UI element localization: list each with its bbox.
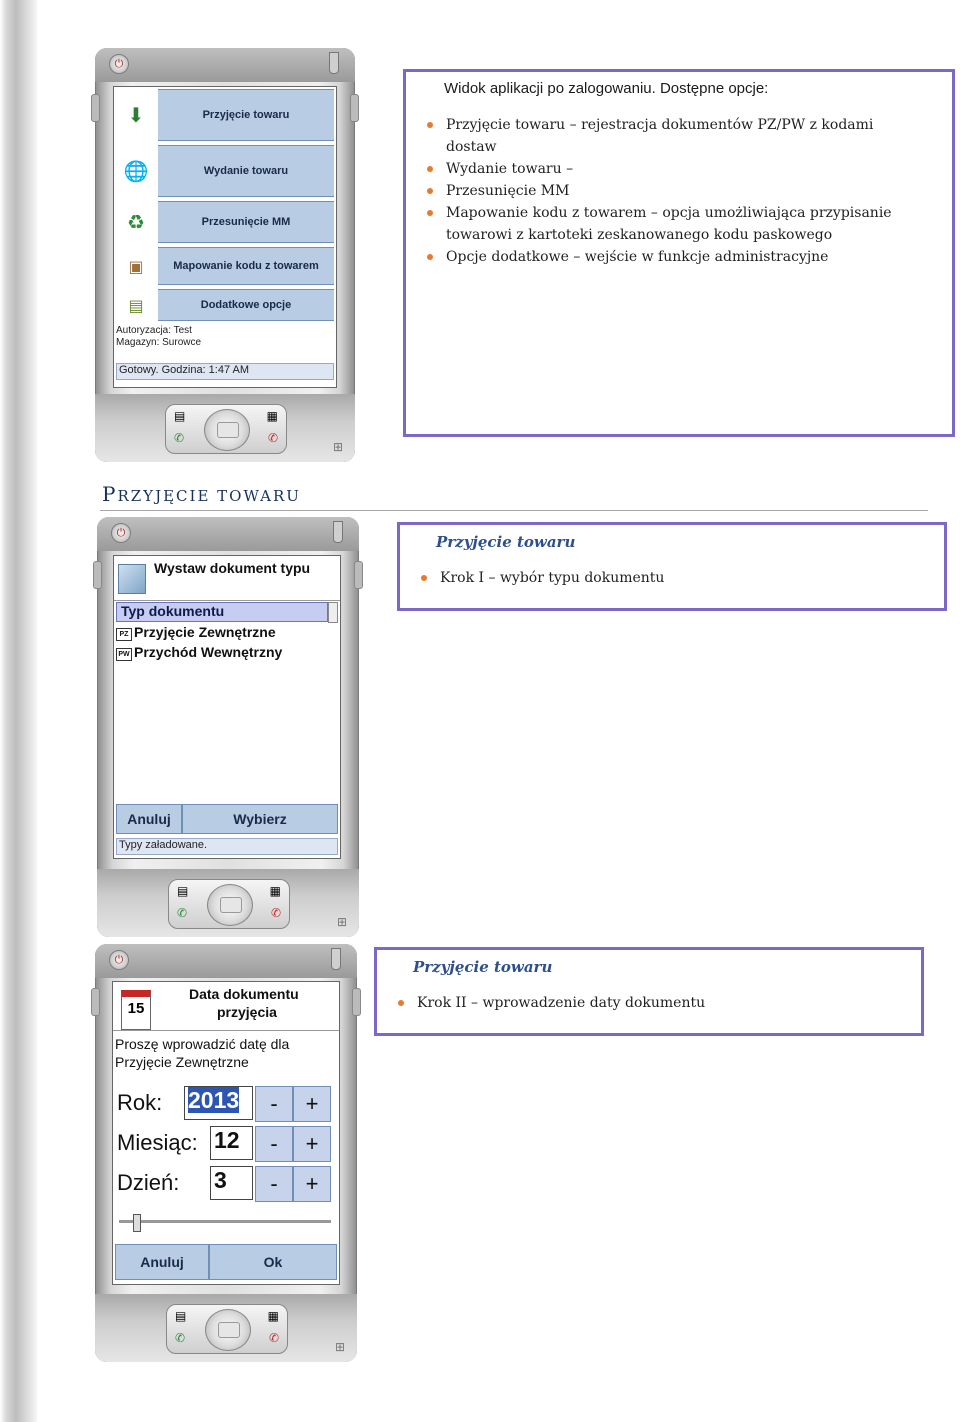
- list-item: Przesunięcie MM: [423, 180, 903, 202]
- menu-item-przesuniecie[interactable]: [116, 199, 334, 246]
- bullet-icon: [427, 188, 433, 194]
- side-button[interactable]: [354, 561, 363, 589]
- menu-item-label: Przyjęcie towaru: [158, 89, 334, 141]
- auth-line: Autoryzacja: Test: [116, 325, 192, 336]
- options-list: [423, 114, 903, 268]
- list-item: Krok II – wprowadzenie daty dokumentu: [394, 992, 705, 1014]
- side-button[interactable]: [350, 94, 359, 122]
- dpad[interactable]: [205, 1309, 251, 1351]
- bullet-icon: [427, 122, 433, 128]
- step1-box: [397, 522, 947, 611]
- description-lead: Widok aplikacji po zalogowaniu. Dostępne opcje:: [444, 80, 769, 97]
- bullet-icon: [427, 166, 433, 172]
- day-increment-button[interactable]: +: [293, 1166, 331, 1202]
- device-bottom-bezel: [95, 1294, 357, 1362]
- day-label: Dzień:: [117, 1170, 180, 1195]
- step2-title: Przyjęcie towaru: [413, 958, 553, 976]
- call-icon[interactable]: ✆: [174, 431, 185, 445]
- month-increment-button[interactable]: +: [293, 1126, 331, 1162]
- phone-screen: [112, 981, 340, 1285]
- windows-logo-icon: ⊞: [332, 440, 343, 454]
- prompt-line2: Przyjęcie Zewnętrzne: [115, 1054, 249, 1070]
- cancel-button[interactable]: Anuluj: [116, 804, 182, 834]
- contacts-icon[interactable]: ▤: [177, 884, 189, 898]
- hangup-icon[interactable]: ✆: [268, 1331, 279, 1345]
- phone-screen: [113, 555, 341, 859]
- description-box: [403, 69, 955, 437]
- status-bar: Typy załadowane.: [116, 838, 338, 855]
- device-bottom-bezel: [97, 869, 359, 937]
- month-label: Miesiąc:: [117, 1130, 198, 1155]
- screen-header: Wystaw dokument typu: [154, 560, 311, 576]
- side-button[interactable]: [93, 561, 102, 589]
- grid-icon[interactable]: ▦: [266, 409, 278, 423]
- list-header: Typ dokumentu: [116, 602, 328, 622]
- day-decrement-button[interactable]: -: [255, 1166, 293, 1202]
- menu-item-mapowanie[interactable]: [116, 245, 334, 288]
- year-label: Rok:: [117, 1090, 163, 1115]
- keypad: [168, 879, 290, 929]
- bullet-icon: [398, 1000, 404, 1006]
- warehouse-line: Magazyn: Surowce: [116, 337, 202, 348]
- list-scrollbar[interactable]: [328, 602, 338, 623]
- power-icon[interactable]: ⏻: [111, 523, 131, 543]
- grid-icon[interactable]: ▦: [267, 1309, 279, 1323]
- select-button[interactable]: Wybierz: [182, 804, 338, 834]
- phone-device-date: [95, 944, 357, 1362]
- list-item: Wydanie towaru –: [423, 158, 903, 180]
- windows-logo-icon: ⊞: [336, 915, 347, 929]
- menu-item-label: Wydanie towaru: [158, 145, 334, 197]
- section-heading: PRZYJĘCIE TOWARU: [102, 482, 301, 506]
- grid-icon[interactable]: ▦: [269, 884, 281, 898]
- document-icon: ▤: [116, 287, 156, 323]
- section-divider: [100, 510, 928, 511]
- keypad: [166, 1304, 288, 1354]
- bullet-icon: [427, 254, 433, 260]
- day-slider[interactable]: [119, 1212, 331, 1232]
- list-item: Przyjęcie towaru – rejestracja dokumentów PZ/PW z kodami dostaw: [423, 114, 903, 158]
- bullet-icon: [421, 575, 427, 581]
- menu-item-label: Przesunięcie MM: [158, 201, 334, 243]
- device-top-bezel: [95, 944, 357, 978]
- menu-item-dodatkowe[interactable]: [116, 287, 334, 324]
- contacts-icon[interactable]: ▤: [175, 1309, 187, 1323]
- contacts-icon[interactable]: ▤: [174, 409, 186, 423]
- step2-list: [394, 992, 705, 1014]
- hangup-icon[interactable]: ✆: [270, 906, 281, 920]
- slider-thumb[interactable]: [133, 1214, 141, 1232]
- month-decrement-button[interactable]: -: [255, 1126, 293, 1162]
- step1-title: Przyjęcie towaru: [436, 533, 576, 551]
- stylus-slot-icon: [329, 52, 339, 74]
- header-divider: [113, 1030, 339, 1031]
- recycle-icon: ♻: [116, 199, 156, 245]
- hangup-icon[interactable]: ✆: [267, 431, 278, 445]
- ok-button[interactable]: Ok: [209, 1244, 337, 1280]
- power-icon[interactable]: ⏻: [109, 950, 129, 970]
- globe-arrow-icon: 🌐: [116, 143, 156, 199]
- status-bar: Gotowy. Godzina: 1:47 AM: [116, 363, 334, 380]
- menu-item-label: Mapowanie kodu z towarem: [158, 247, 334, 285]
- list-item-pw[interactable]: PW Przychód Wewnętrzny: [116, 644, 282, 661]
- dpad[interactable]: [207, 884, 253, 926]
- stylus-slot-icon: [333, 521, 343, 543]
- bullet-icon: [427, 210, 433, 216]
- screen-header-line2: przyjęcia: [217, 1004, 277, 1020]
- box-document-icon: ▣: [116, 245, 156, 287]
- dpad[interactable]: [204, 409, 250, 451]
- side-button[interactable]: [91, 988, 100, 1016]
- power-icon[interactable]: ⏻: [109, 54, 129, 74]
- header-divider: [114, 600, 340, 601]
- phone-device-menu: [95, 48, 355, 462]
- slider-track: [119, 1220, 331, 1224]
- device-top-bezel: [97, 517, 359, 551]
- list-item: Opcje dodatkowe – wejście w funkcje administracyjne: [423, 246, 903, 268]
- step2-box: [374, 947, 924, 1036]
- device-top-bezel: [95, 48, 355, 82]
- dpad-center-button[interactable]: [217, 422, 239, 438]
- year-increment-button[interactable]: +: [293, 1086, 331, 1122]
- windows-logo-icon: ⊞: [334, 1340, 345, 1354]
- download-arrow-icon: ⬇: [116, 87, 156, 143]
- keypad: [165, 404, 287, 454]
- cancel-button[interactable]: Anuluj: [115, 1244, 209, 1280]
- screen-header-line1: Data dokumentu: [189, 986, 299, 1002]
- phone-device-doc-type: [97, 517, 359, 937]
- dpad-center-button[interactable]: [220, 897, 242, 913]
- phone-screen: [113, 86, 337, 388]
- day-input[interactable]: 3: [210, 1166, 253, 1200]
- call-icon[interactable]: ✆: [175, 1331, 186, 1345]
- menu-item-wydanie[interactable]: [116, 143, 334, 200]
- calendar-icon: 15: [121, 990, 151, 1030]
- side-button[interactable]: [352, 988, 361, 1016]
- dpad-center-button[interactable]: [218, 1322, 240, 1338]
- list-item: Krok I – wybór typu dokumentu: [417, 567, 664, 589]
- call-icon[interactable]: ✆: [177, 906, 188, 920]
- prompt-line1: Proszę wprowadzić datę dla: [115, 1036, 290, 1052]
- step1-list: [417, 567, 664, 589]
- menu-item-przyjecie[interactable]: [116, 87, 334, 144]
- year-input[interactable]: 2013: [184, 1086, 253, 1120]
- month-input[interactable]: 12: [210, 1126, 253, 1160]
- menu-item-label: Dodatkowe opcje: [158, 289, 334, 321]
- side-button[interactable]: [91, 94, 100, 122]
- document-box-icon: [118, 564, 146, 594]
- stylus-slot-icon: [331, 948, 341, 970]
- list-item: Mapowanie kodu z towarem – opcja umożliwiająca przypisanie towarowi z kartoteki zeskanowanego kodu paskowego: [423, 202, 903, 246]
- page-left-border: [0, 0, 38, 1422]
- list-item-pz[interactable]: PZ Przyjęcie Zewnętrzne: [116, 624, 276, 641]
- year-decrement-button[interactable]: -: [255, 1086, 293, 1122]
- device-bottom-bezel: [95, 394, 355, 462]
